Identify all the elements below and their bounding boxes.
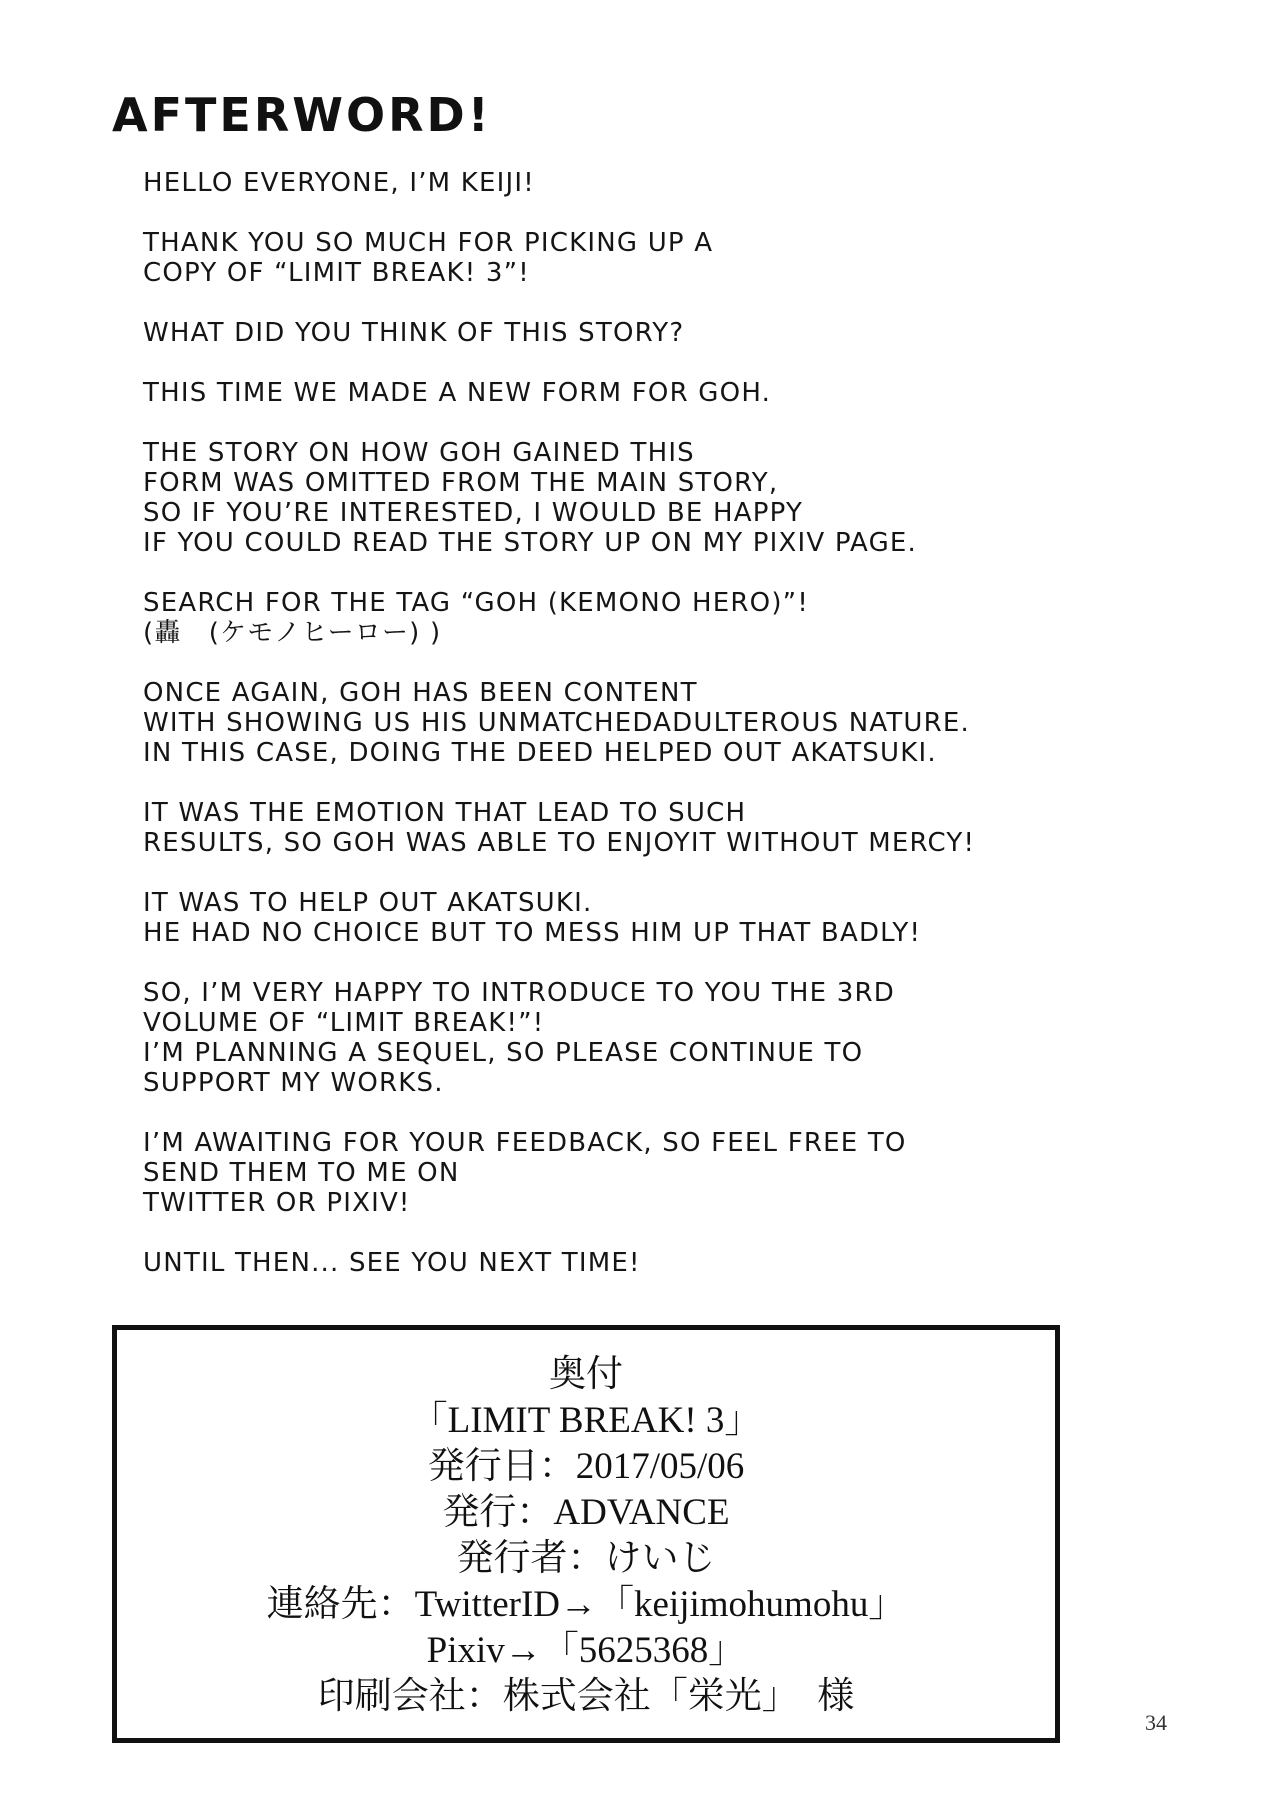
afterword-line: HE HAD NO CHOICE BUT TO MESS HIM UP THAT BADLY! [143,918,922,948]
afterword-line: SUPPORT MY WORKS. [143,1068,444,1098]
colophon-publish-date: 発行日：2017/05/06 [427,1446,745,1487]
afterword-line: IT WAS TO HELP OUT AKATSUKI. [143,888,593,918]
afterword-paragraph [143,888,1143,948]
afterword-paragraph [143,978,1143,1098]
colophon-box [112,1325,1060,1743]
afterword-line: UNTIL THEN... SEE YOU NEXT TIME! [143,1248,641,1278]
afterword-paragraph [143,1248,1143,1278]
afterword-paragraph [143,438,1143,558]
colophon-printer: 印刷会社：株式会社「栄光」 様 [317,1676,855,1717]
afterword-line: I’M AWAITING FOR YOUR FEEDBACK, SO FEEL FREE TO [143,1128,907,1158]
colophon-book-title: 「LIMIT BREAK! 3」 [410,1400,762,1441]
colophon-publisher: 発行：ADVANCE [442,1492,730,1533]
afterword-line: COPY OF “LIMIT BREAK! 3”! [143,258,530,288]
afterword-paragraph [143,588,1143,648]
afterword-line: IF YOU COULD READ THE STORY UP ON MY PIXIV PAGE. [143,528,918,558]
page-number: 34 [1145,1710,1167,1735]
afterword-line: (轟 (ケモノヒーロー) ) [143,618,442,648]
afterword-body [143,168,1143,1308]
afterword-line: THIS TIME WE MADE A NEW FORM FOR GOH. [143,378,772,408]
afterword-line: IN THIS CASE, DOING THE DEED HELPED OUT AKATSUKI. [143,738,937,768]
afterword-paragraph [143,798,1143,858]
afterword-line: I’M PLANNING A SEQUEL, SO PLEASE CONTINUE TO [143,1038,864,1068]
colophon-contact-twitter: 連絡先：TwitterID→「keijimohumohu」 [266,1584,906,1625]
colophon-contact-pixiv: Pixiv→「5625368」 [426,1630,746,1671]
page-title: AFTERWORD! [112,88,492,142]
afterword-paragraph [143,1128,1143,1218]
afterword-paragraph [143,168,1143,198]
afterword-paragraph [143,378,1143,408]
afterword-line: HELLO EVERYONE, I’M KEIJI! [143,168,535,198]
afterword-line: IT WAS THE EMOTION THAT LEAD TO SUCH [143,798,747,828]
colophon-issuer: 発行者：けいじ [456,1538,716,1579]
colophon-heading: 奥付 [549,1354,623,1395]
afterword-line: SO, I’M VERY HAPPY TO INTRODUCE TO YOU THE 3RD [143,978,895,1008]
afterword-line: THANK YOU SO MUCH FOR PICKING UP A [143,228,714,258]
afterword-line: SEARCH FOR THE TAG “GOH (KEMONO HERO)”! [143,588,809,618]
afterword-line: THE STORY ON HOW GOH GAINED THIS [143,438,695,468]
afterword-line: ONCE AGAIN, GOH HAS BEEN CONTENT [143,678,698,708]
afterword-paragraph [143,678,1143,768]
afterword-line: VOLUME OF “LIMIT BREAK!”! [143,1008,545,1038]
afterword-paragraph [143,228,1143,288]
afterword-paragraph [143,318,1143,348]
afterword-line: SO IF YOU’RE INTERESTED, I WOULD BE HAPPY [143,498,804,528]
afterword-line: SEND THEM TO ME ON [143,1158,460,1188]
afterword-line: TWITTER OR PIXIV! [143,1188,411,1218]
afterword-line: FORM WAS OMITTED FROM THE MAIN STORY, [143,468,779,498]
afterword-line: RESULTS, SO GOH WAS ABLE TO ENJOYIT WITHOUT MERCY! [143,828,976,858]
afterword-line: WITH SHOWING US HIS UNMATCHEDADULTEROUS NATURE. [143,708,971,738]
afterword-line: WHAT DID YOU THINK OF THIS STORY? [143,318,685,348]
